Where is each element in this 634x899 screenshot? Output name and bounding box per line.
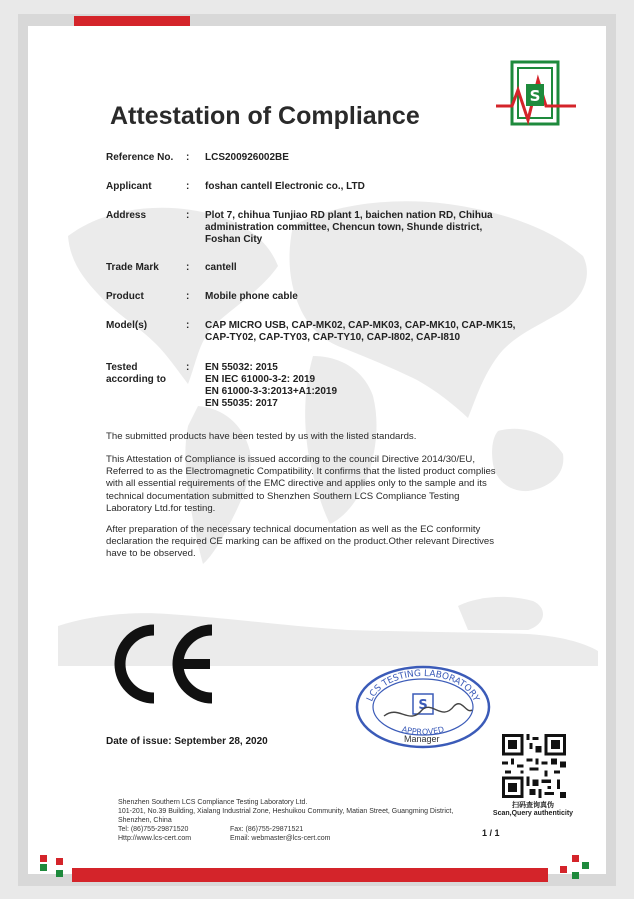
colon: : (186, 152, 190, 163)
stamp-bottom-text: APPROVED (400, 724, 446, 737)
ce-mark (108, 624, 220, 704)
standard-line: EN 61000-3-3:2013+A1:2019 (205, 386, 338, 397)
corner-square (560, 866, 567, 873)
lcs-logo (494, 54, 578, 138)
paragraph-line: have to be observed. (106, 548, 196, 560)
models-value (205, 320, 525, 344)
standard-line: EN 55032: 2015 (205, 362, 278, 373)
reference-label: Reference No. (106, 152, 174, 163)
reference-value: LCS200926002BE (205, 152, 289, 163)
date-of-issue: Date of issue: September 28, 2020 (106, 736, 268, 747)
corner-square (56, 870, 63, 877)
models-line: CAP MICRO USB, CAP-MK02, CAP-MK03, CAP-MK10, CAP-MK15, (205, 320, 516, 331)
tested-value (205, 362, 505, 410)
models-line: CAP-TY02, CAP-TY03, CAP-TY10, CAP-I802, CAP-I810 (205, 332, 461, 343)
address-line: administration committee, Chencun town, Shunde district, (205, 222, 483, 233)
footer-http: Http://www.lcs-cert.com (118, 835, 192, 842)
paragraph-line: This Attestation of Compliance is issued according to the council Directive 2014/30/EU, (106, 454, 476, 465)
colon: : (186, 210, 190, 221)
footer-fax: Fax: (86)755-29871521 (230, 826, 304, 833)
address-line: Foshan City (205, 234, 263, 245)
paragraph-line: technical documentation submitted to Shenzhen Southern LCS Compliance Testing (106, 490, 460, 502)
trade-mark-label: Trade Mark (106, 262, 159, 273)
paragraph-line: Laboratory Ltd.for testing. (106, 502, 216, 514)
paragraph-directive (106, 454, 526, 515)
colon: : (186, 262, 190, 273)
footer-address-line1: 101-201, No.39 Building, Xialang Industrial Zone, Heshuikou Community, Matian Street, Guangming District, (118, 808, 454, 815)
corner-square (56, 858, 63, 865)
document-title: Attestation of Compliance (110, 102, 420, 130)
applicant-label: Applicant (106, 181, 152, 192)
qr-code (502, 734, 566, 798)
colon: : (186, 320, 190, 331)
corner-square (572, 872, 579, 879)
paragraph-line: declaration the required CE marking can be affixed on the product.Other relevant Directives (106, 536, 495, 548)
page-number: 1 / 1 (482, 828, 500, 838)
paragraph-ce-marking (106, 524, 526, 561)
logo-letter: S (529, 87, 541, 105)
stamp-center-letter: S (418, 698, 428, 713)
product-label: Product (106, 291, 144, 302)
footer-tel: Tel: (86)755-29871520 (118, 826, 189, 833)
standard-line: EN IEC 61000-3-2: 2019 (205, 374, 316, 385)
paragraph-line: Referred to as the Electromagnetic Compatibility. It confirms that the listed product complies (106, 466, 496, 478)
certificate-page (28, 26, 606, 874)
address-line: Plot 7, chihua Tunjiao RD plant 1, baichen nation RD, Chihua (205, 210, 493, 221)
address-label: Address (106, 210, 147, 221)
applicant-value: foshan cantell Electronic co., LTD (205, 181, 365, 192)
corner-square (582, 862, 589, 869)
footer-address-line2: Shenzhen, China (118, 817, 172, 824)
paragraph-tested (106, 431, 526, 443)
paragraph-line: The submitted products have been tested by us with the listed standards. (106, 431, 417, 442)
product-value: Mobile phone cable (205, 291, 298, 302)
colon: : (186, 362, 190, 373)
qr-caption-cn: 扫码查询真伪 (512, 802, 554, 809)
colon: : (186, 291, 190, 302)
footer-email: Email: webmaster@lcs-cert.com (230, 835, 331, 842)
trade-mark-value: cantell (205, 262, 237, 273)
paragraph-line: After preparation of the necessary technical documentation as well as the EC conformity (106, 524, 481, 535)
manager-label: Manager (404, 734, 440, 744)
bottom-red-bar (72, 868, 548, 882)
tested-label (106, 362, 186, 386)
footer-company: Shenzhen Southern LCS Compliance Testing Laboratory Ltd. (118, 799, 308, 806)
paragraph-line: with all essential requirements of the EMC directive and applies only to the sample and its (106, 478, 487, 490)
tested-label-line: Tested (106, 362, 138, 373)
address-value (205, 210, 515, 246)
models-label: Model(s) (106, 320, 148, 331)
standard-line: EN 55035: 2017 (205, 398, 278, 409)
stamp-top-text: LCS TESTING LABORATORY (365, 668, 481, 704)
corner-square (572, 855, 579, 862)
qr-caption-en: Scan,Query authenticity (492, 810, 574, 817)
corner-square (40, 855, 47, 862)
colon: : (186, 181, 190, 192)
tested-label-line: according to (106, 374, 167, 385)
corner-square (40, 864, 47, 871)
